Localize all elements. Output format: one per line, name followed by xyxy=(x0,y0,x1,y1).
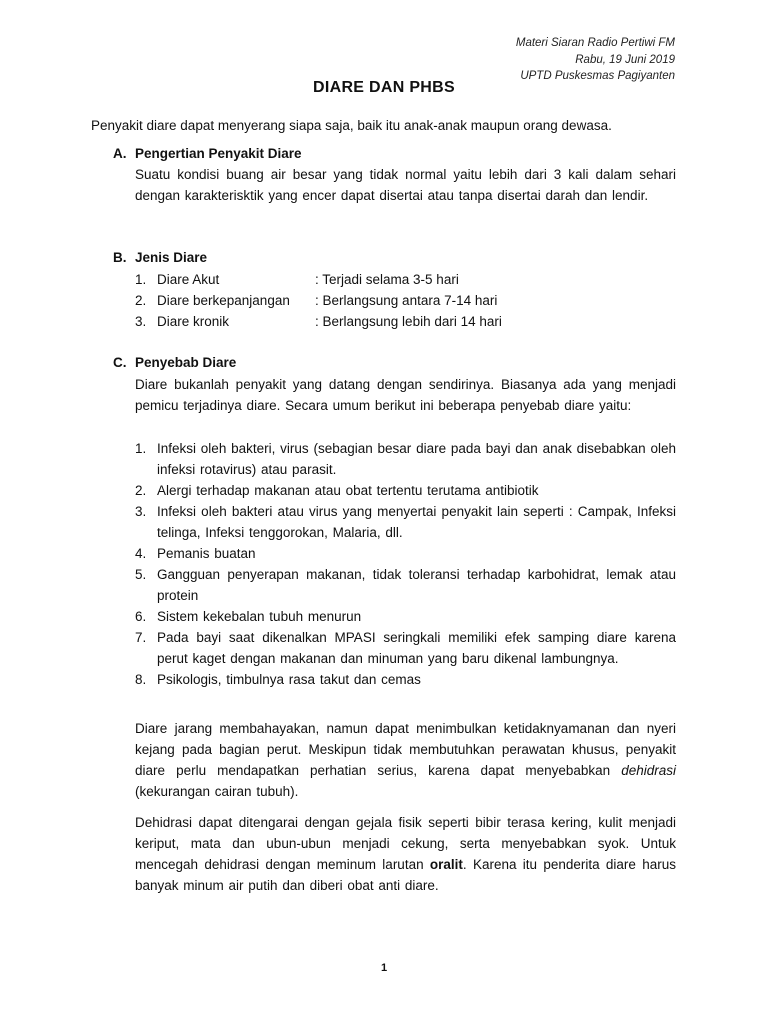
list-item: 7. Pada bayi saat dikenalkan MPASI seringkali memiliki efek samping diare karena perut kaget dengan makanan dan minuman yang baru dikenal lambungnya. xyxy=(135,630,676,666)
section-a-heading xyxy=(113,144,302,164)
list-item: 2. Alergi terhadap makanan atau obat tertentu terutama antibiotik xyxy=(135,483,539,498)
list-item: 1. Diare Akut : Terjadi selama 3-5 hari xyxy=(135,272,459,287)
header-line-source: Materi Siaran Radio Pertiwi FM xyxy=(515,37,675,49)
header-line-date: Rabu, 19 Juni 2019 xyxy=(575,53,675,66)
section-b-letter: B. xyxy=(113,250,127,265)
causes-list xyxy=(135,438,676,690)
section-c-title: Penyebab Diare xyxy=(135,355,237,370)
intro-paragraph: Penyakit diare dapat menyerang siapa saja, baik itu anak-anak maupun orang dewasa. xyxy=(91,118,612,133)
section-a-letter: A. xyxy=(113,146,127,161)
section-c-paragraph-3: Dehidrasi dapat ditengarai dengan gejala fisik seperti bibir terasa kering, kulit menjadi keriput, mata dan ubun-ubun menjadi cekung, serta menyebabkan syok. Untuk mencegah dehidrasi dengan meminum larutan oralit. Karena itu penderita diare harus banyak minum air putih dan diberi obat anti diare. xyxy=(135,815,676,893)
list-item: 8. Psikologis, timbulnya rasa takut dan cemas xyxy=(135,672,421,687)
list-item: 5. Gangguan penyerapan makanan, tidak toleransi terhadap karbohidrat, lemak atau protein xyxy=(135,567,676,603)
list-item: 6. Sistem kekebalan tubuh menurun xyxy=(135,609,362,624)
list-item: 3. Diare kronik : Berlangsung lebih dari 14 hari xyxy=(135,314,502,329)
oralit-term: oralit xyxy=(429,857,463,872)
list-item: 3. Infeksi oleh bakteri atau virus yang menyertai penyakit lain seperti : Campak, Infeksi telinga, Infeksi tenggorokan, Malaria, dll. xyxy=(135,504,676,540)
section-c-text: Diare bukanlah penyakit yang datang dengan sendirinya. Biasanya ada yang menjadi pemicu terjadinya diare. Secara umum berikut ini beberapa penyebab diare yaitu: xyxy=(135,377,676,413)
list-item: 2. Diare berkepanjangan : Berlangsung antara 7-14 hari xyxy=(135,293,498,308)
page-number: 1 xyxy=(380,962,388,974)
diarrhea-types-list xyxy=(135,269,502,332)
section-c-paragraph-2: Diare jarang membahayakan, namun dapat menimbulkan ketidaknyamanan dan nyeri kejang pada bagian perut. Meskipun tidak membutuhkan perawatan khusus, penyakit diare perlu mendapatkan perhatian serius, karena dapat menyebabkan dehidrasi (kekurangan cairan tubuh). xyxy=(135,721,676,799)
section-b-title: Jenis Diare xyxy=(135,250,208,265)
list-item: 1. Infeksi oleh bakteri, virus (sebagian besar diare pada bayi dan anak disebabkan oleh infeksi rotavirus) atau parasit. xyxy=(135,441,676,477)
page-title: DIARE DAN PHBS xyxy=(313,79,455,96)
section-c-letter: C. xyxy=(113,355,127,370)
header-meta xyxy=(516,35,675,85)
header-line-org: UPTD Puskesmas Pagiyanten xyxy=(520,70,675,82)
section-a-text: Suatu kondisi buang air besar yang tidak normal yaitu lebih dari 3 kali dalam sehari dengan karakterisktik yang encer dapat disertai atau tanpa disertai darah dan lendir. xyxy=(135,167,676,203)
section-c-heading xyxy=(113,353,236,373)
section-a-title: Pengertian Penyakit Diare xyxy=(135,146,302,161)
section-b-heading xyxy=(113,248,207,268)
list-item: 4. Pemanis buatan xyxy=(135,546,256,561)
dehydration-term: dehidrasi xyxy=(621,763,676,778)
